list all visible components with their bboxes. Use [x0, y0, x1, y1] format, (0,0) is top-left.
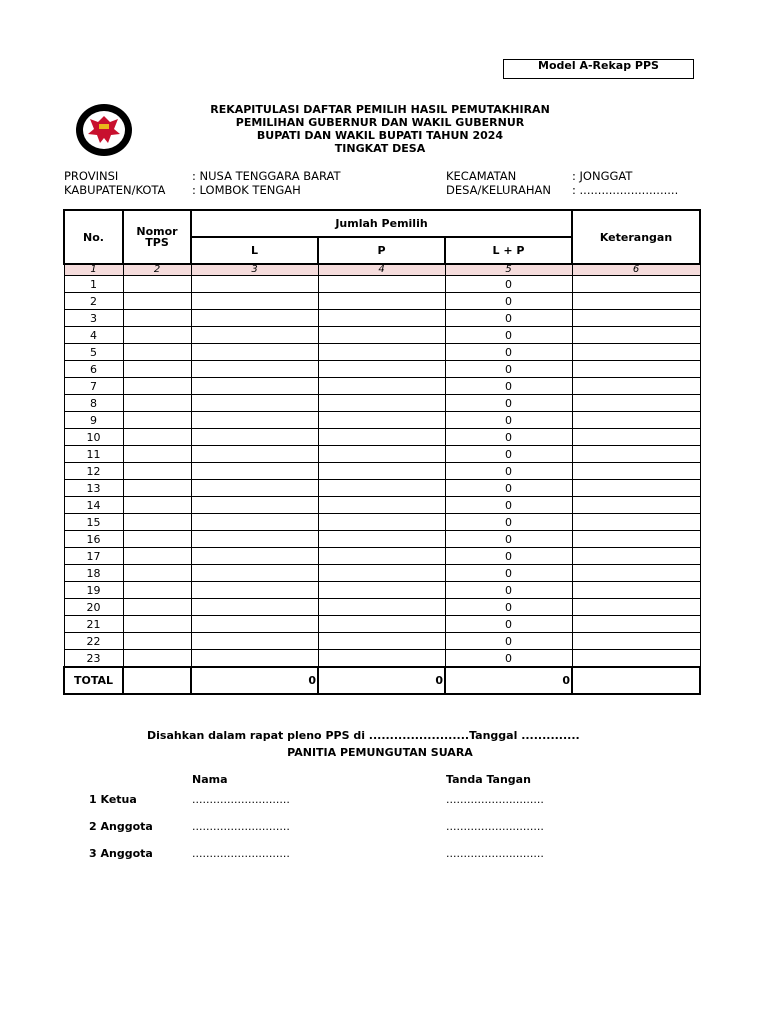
- table-row: [64, 565, 700, 582]
- col-number: 5: [445, 264, 572, 276]
- table-row: [64, 293, 700, 310]
- desa-value: : ...........................: [572, 183, 679, 197]
- row-l: [191, 616, 318, 633]
- table-row: [64, 446, 700, 463]
- row-keterangan: [572, 327, 700, 344]
- table-row: [64, 412, 700, 429]
- row-l: [191, 531, 318, 548]
- document-title: [160, 103, 600, 155]
- row-p: [318, 497, 445, 514]
- header-no: No.: [64, 210, 123, 264]
- row-p: [318, 650, 445, 668]
- row-no: 2: [64, 293, 123, 310]
- col-number: 3: [191, 264, 318, 276]
- signatory-role: 2 Anggota: [89, 820, 153, 833]
- row-tps: [123, 497, 191, 514]
- row-lp: 0: [445, 463, 572, 480]
- header-nomor-tps-text: Nomor TPS: [136, 225, 178, 249]
- row-no: 20: [64, 599, 123, 616]
- row-keterangan: [572, 446, 700, 463]
- row-keterangan: [572, 395, 700, 412]
- row-l: [191, 412, 318, 429]
- kecamatan-label: KECAMATAN: [446, 169, 517, 183]
- ttd-header: Tanda Tangan: [446, 773, 531, 786]
- row-tps: [123, 412, 191, 429]
- header-keterangan: Keterangan: [572, 210, 700, 264]
- row-p: [318, 327, 445, 344]
- row-no: 9: [64, 412, 123, 429]
- kpu-logo: [74, 102, 134, 158]
- table-row: [64, 633, 700, 650]
- row-no: 19: [64, 582, 123, 599]
- row-p: [318, 412, 445, 429]
- table-row: [64, 582, 700, 599]
- table-row: [64, 310, 700, 327]
- row-no: 11: [64, 446, 123, 463]
- table-row: [64, 463, 700, 480]
- row-lp: 0: [445, 480, 572, 497]
- row-tps: [123, 276, 191, 293]
- row-p: [318, 599, 445, 616]
- provinsi-label: PROVINSI: [64, 169, 119, 183]
- row-p: [318, 463, 445, 480]
- col-number: 2: [123, 264, 191, 276]
- row-no: 10: [64, 429, 123, 446]
- table-row: [64, 599, 700, 616]
- row-no: 18: [64, 565, 123, 582]
- row-tps: [123, 480, 191, 497]
- row-tps: [123, 650, 191, 668]
- total-p: 0: [318, 667, 445, 694]
- table-row: [64, 480, 700, 497]
- row-no: 13: [64, 480, 123, 497]
- row-l: [191, 395, 318, 412]
- row-p: [318, 276, 445, 293]
- signatory-ttd: ............................: [446, 847, 544, 860]
- row-tps: [123, 463, 191, 480]
- row-tps: [123, 514, 191, 531]
- row-lp: 0: [445, 650, 572, 668]
- row-keterangan: [572, 344, 700, 361]
- row-no: 12: [64, 463, 123, 480]
- row-tps: [123, 361, 191, 378]
- row-l: [191, 293, 318, 310]
- row-no: 7: [64, 378, 123, 395]
- row-l: [191, 463, 318, 480]
- total-l: 0: [191, 667, 318, 694]
- row-p: [318, 531, 445, 548]
- row-keterangan: [572, 599, 700, 616]
- row-keterangan: [572, 514, 700, 531]
- row-tps: [123, 344, 191, 361]
- row-l: [191, 327, 318, 344]
- table-row: [64, 650, 700, 668]
- row-keterangan: [572, 633, 700, 650]
- kabupaten-value: : LOMBOK TENGAH: [192, 183, 301, 197]
- row-tps: [123, 395, 191, 412]
- row-lp: 0: [445, 548, 572, 565]
- row-tps: [123, 531, 191, 548]
- row-lp: 0: [445, 616, 572, 633]
- total-row: [64, 667, 700, 694]
- row-tps: [123, 565, 191, 582]
- row-keterangan: [572, 276, 700, 293]
- row-keterangan: [572, 463, 700, 480]
- row-l: [191, 497, 318, 514]
- header-lp: L + P: [445, 237, 572, 264]
- row-tps: [123, 599, 191, 616]
- row-l: [191, 344, 318, 361]
- col-number: 6: [572, 264, 700, 276]
- row-keterangan: [572, 293, 700, 310]
- row-keterangan: [572, 378, 700, 395]
- row-keterangan: [572, 650, 700, 668]
- header-jumlah-pemilih: Jumlah Pemilih: [191, 210, 572, 237]
- row-p: [318, 616, 445, 633]
- header-l: L: [191, 237, 318, 264]
- desa-label: DESA/KELURAHAN: [446, 183, 551, 197]
- disahkan-text: Disahkan dalam rapat pleno PPS di ........................Tanggal ..............: [147, 729, 580, 742]
- table-row: [64, 616, 700, 633]
- table-row: [64, 429, 700, 446]
- row-l: [191, 276, 318, 293]
- row-tps: [123, 310, 191, 327]
- row-tps: [123, 293, 191, 310]
- row-lp: 0: [445, 344, 572, 361]
- row-no: 23: [64, 650, 123, 668]
- signatory-ttd: ............................: [446, 820, 544, 833]
- total-label: TOTAL: [64, 667, 123, 694]
- row-no: 16: [64, 531, 123, 548]
- col-number: 4: [318, 264, 445, 276]
- row-tps: [123, 327, 191, 344]
- row-p: [318, 293, 445, 310]
- row-keterangan: [572, 412, 700, 429]
- table-row: [64, 497, 700, 514]
- row-lp: 0: [445, 446, 572, 463]
- row-l: [191, 548, 318, 565]
- total-keterangan-cell: [572, 667, 700, 694]
- row-lp: 0: [445, 633, 572, 650]
- row-l: [191, 429, 318, 446]
- row-p: [318, 480, 445, 497]
- row-l: [191, 480, 318, 497]
- row-keterangan: [572, 480, 700, 497]
- row-lp: 0: [445, 514, 572, 531]
- row-p: [318, 565, 445, 582]
- row-keterangan: [572, 582, 700, 599]
- row-l: [191, 599, 318, 616]
- row-lp: 0: [445, 276, 572, 293]
- total-tps-cell: [123, 667, 191, 694]
- row-keterangan: [572, 310, 700, 327]
- table-row: [64, 344, 700, 361]
- row-l: [191, 650, 318, 668]
- row-p: [318, 378, 445, 395]
- row-tps: [123, 446, 191, 463]
- row-p: [318, 633, 445, 650]
- row-l: [191, 310, 318, 327]
- row-keterangan: [572, 565, 700, 582]
- row-no: 14: [64, 497, 123, 514]
- kecamatan-value: : JONGGAT: [572, 169, 633, 183]
- row-keterangan: [572, 548, 700, 565]
- rekap-table: [63, 209, 701, 695]
- row-p: [318, 514, 445, 531]
- row-p: [318, 446, 445, 463]
- row-tps: [123, 548, 191, 565]
- row-p: [318, 395, 445, 412]
- row-no: 22: [64, 633, 123, 650]
- row-lp: 0: [445, 582, 572, 599]
- nama-header: Nama: [192, 773, 228, 786]
- row-l: [191, 446, 318, 463]
- row-tps: [123, 616, 191, 633]
- row-l: [191, 378, 318, 395]
- row-keterangan: [572, 429, 700, 446]
- table-row: [64, 276, 700, 293]
- table-row: [64, 395, 700, 412]
- row-tps: [123, 378, 191, 395]
- total-lp: 0: [445, 667, 572, 694]
- row-keterangan: [572, 361, 700, 378]
- table-row: [64, 361, 700, 378]
- signatory-role: 3 Anggota: [89, 847, 153, 860]
- row-lp: 0: [445, 429, 572, 446]
- provinsi-value: : NUSA TENGGARA BARAT: [192, 169, 341, 183]
- row-p: [318, 361, 445, 378]
- kabupaten-label: KABUPATEN/KOTA: [64, 183, 166, 197]
- row-no: 5: [64, 344, 123, 361]
- row-no: 17: [64, 548, 123, 565]
- row-lp: 0: [445, 327, 572, 344]
- row-l: [191, 361, 318, 378]
- signatory-nama: ............................: [192, 820, 290, 833]
- row-no: 6: [64, 361, 123, 378]
- table-row: [64, 531, 700, 548]
- signatory-nama: ............................: [192, 793, 290, 806]
- table-row: [64, 548, 700, 565]
- row-no: 21: [64, 616, 123, 633]
- model-label-box: [503, 59, 694, 79]
- row-lp: 0: [445, 293, 572, 310]
- row-l: [191, 565, 318, 582]
- row-l: [191, 514, 318, 531]
- panitia-title: PANITIA PEMUNGUTAN SUARA: [287, 746, 473, 759]
- row-lp: 0: [445, 378, 572, 395]
- signatory-ttd: ............................: [446, 793, 544, 806]
- row-p: [318, 548, 445, 565]
- header-p: P: [318, 237, 445, 264]
- title-line-1: REKAPITULASI DAFTAR PEMILIH HASIL PEMUTAKHIRAN: [210, 103, 550, 116]
- row-p: [318, 429, 445, 446]
- row-no: 8: [64, 395, 123, 412]
- row-no: 4: [64, 327, 123, 344]
- row-p: [318, 582, 445, 599]
- row-keterangan: [572, 531, 700, 548]
- col-number: 1: [64, 264, 123, 276]
- row-no: 15: [64, 514, 123, 531]
- row-lp: 0: [445, 599, 572, 616]
- row-p: [318, 310, 445, 327]
- row-no: 3: [64, 310, 123, 327]
- row-no: 1: [64, 276, 123, 293]
- row-tps: [123, 582, 191, 599]
- signatory-nama: ............................: [192, 847, 290, 860]
- title-line-4: TINGKAT DESA: [334, 142, 426, 155]
- row-keterangan: [572, 497, 700, 514]
- row-tps: [123, 429, 191, 446]
- row-lp: 0: [445, 310, 572, 327]
- title-line-2: PEMILIHAN GUBERNUR DAN WAKIL GUBERNUR: [235, 116, 525, 129]
- title-line-3: BUPATI DAN WAKIL BUPATI TAHUN 2024: [256, 129, 504, 142]
- row-lp: 0: [445, 565, 572, 582]
- row-lp: 0: [445, 412, 572, 429]
- row-lp: 0: [445, 361, 572, 378]
- column-number-row: [64, 264, 700, 276]
- row-tps: [123, 633, 191, 650]
- signatory-role: 1 Ketua: [89, 793, 137, 806]
- row-p: [318, 344, 445, 361]
- model-label: Model A-Rekap PPS: [538, 59, 659, 72]
- table-body: [64, 276, 700, 668]
- row-keterangan: [572, 616, 700, 633]
- table-row: [64, 327, 700, 344]
- header-nomor-tps: [123, 210, 191, 264]
- table-row: [64, 514, 700, 531]
- row-l: [191, 633, 318, 650]
- row-l: [191, 582, 318, 599]
- row-lp: 0: [445, 531, 572, 548]
- row-lp: 0: [445, 497, 572, 514]
- row-lp: 0: [445, 395, 572, 412]
- table-row: [64, 378, 700, 395]
